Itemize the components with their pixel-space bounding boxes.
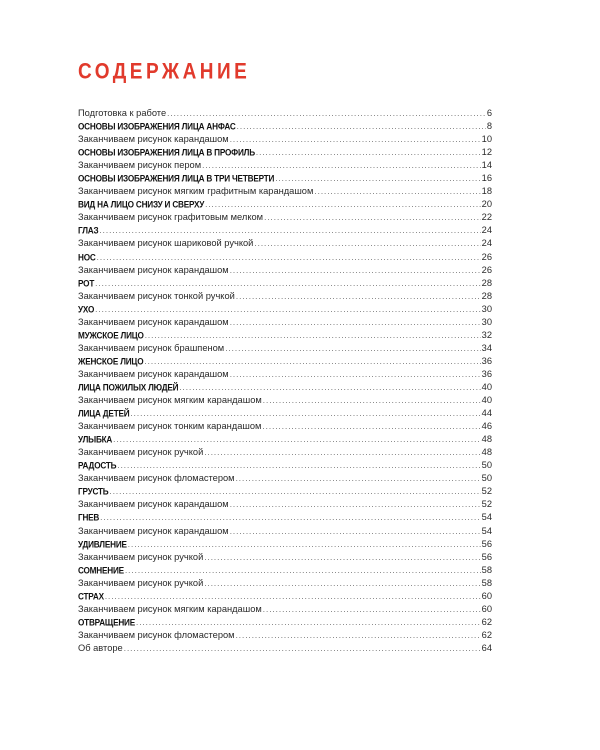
- toc-entry-page-number: 60: [481, 590, 492, 601]
- toc-entry-label: ОСНОВЫ ИЗОБРАЖЕНИЯ ЛИЦА В ПРОФИЛЬ: [78, 147, 255, 158]
- toc-entry-label: Подготовка к работе: [78, 108, 167, 118]
- dot-leader: [237, 120, 486, 133]
- dot-leader: [144, 355, 480, 368]
- dot-leader: [205, 198, 481, 211]
- toc-entry-page-number: 22: [481, 212, 492, 223]
- toc-entry-page-number: 16: [481, 173, 492, 184]
- toc-entry-label: СОМНЕНИЕ: [78, 565, 124, 576]
- toc-entry-label: СТРАХ: [78, 591, 104, 602]
- dot-leader: [130, 407, 480, 420]
- toc-entry-label: Заканчиваем рисунок ручкой: [78, 577, 204, 588]
- page-title: СОДЕРЖАНИЕ: [78, 60, 251, 85]
- dot-leader: [262, 420, 480, 433]
- toc-entry-page-number: 40: [481, 395, 492, 406]
- toc-entry-page-number: 28: [481, 290, 492, 301]
- toc-entry-label: Заканчиваем рисунок ручкой: [78, 447, 204, 458]
- toc-entry-page-number: 62: [481, 629, 492, 640]
- toc-entry-page-number: 12: [481, 147, 492, 158]
- toc-entry-label: ОТВРАЩЕНИЕ: [78, 617, 135, 628]
- toc-entry-label: Заканчиваем рисунок фломастером: [78, 629, 235, 640]
- dot-leader: [254, 237, 480, 250]
- toc-chapter-entry[interactable]: [78, 564, 492, 577]
- toc-entry-label: Заканчиваем рисунок карандашом: [78, 316, 229, 327]
- toc-entry-label: Заканчиваем рисунок карандашом: [78, 368, 229, 379]
- dot-leader: [230, 525, 481, 538]
- toc-entry-label: Заканчиваем рисунок ручкой: [78, 551, 204, 562]
- toc-chapter-entry[interactable]: [78, 459, 492, 472]
- toc-chapter-entry[interactable]: [78, 355, 492, 368]
- toc-entry-page-number: 18: [481, 186, 492, 197]
- toc-entry-page-number: 50: [481, 473, 492, 484]
- toc-entry-page-number: 58: [481, 564, 492, 575]
- toc-entry-page-number: 46: [481, 421, 492, 432]
- dot-leader: [125, 564, 481, 577]
- toc-entry-label: Заканчиваем рисунок мягким графитным карандашом: [78, 186, 314, 197]
- dot-leader: [97, 251, 481, 264]
- toc-chapter-entry[interactable]: [78, 485, 492, 498]
- toc-chapter-entry[interactable]: [78, 433, 492, 446]
- toc-entry-page-number: 64: [481, 642, 492, 653]
- toc-entry-page-number: 20: [481, 199, 492, 210]
- toc-section-entry[interactable]: [78, 577, 492, 590]
- toc-entry-label: УХО: [78, 304, 95, 315]
- toc-entry-label: Заканчиваем рисунок карандашом: [78, 134, 229, 145]
- toc-section-entry[interactable]: [78, 264, 492, 277]
- toc-entry-page-number: 40: [481, 381, 492, 392]
- toc-entry-label: РАДОСТЬ: [78, 460, 117, 471]
- toc-entry-label: РОТ: [78, 278, 95, 289]
- toc-entry-page-number: 60: [481, 603, 492, 614]
- dot-leader: [117, 459, 480, 472]
- toc-entry-label: ВИД НА ЛИЦО СНИЗУ И СВЕРХУ: [78, 199, 205, 210]
- dot-leader: [230, 498, 481, 511]
- toc-chapter-entry[interactable]: [78, 120, 492, 133]
- toc-entry-label: ГЛАЗ: [78, 225, 99, 236]
- toc-entry-page-number: 56: [481, 551, 492, 562]
- toc-section-entry[interactable]: [78, 472, 492, 485]
- dot-leader: [124, 642, 481, 655]
- toc-entry-label: Заканчиваем рисунок карандашом: [78, 499, 229, 510]
- toc-entry-label: Заканчиваем рисунок пером: [78, 160, 202, 171]
- toc-entry-label: Заканчиваем рисунок шариковой ручкой: [78, 238, 254, 249]
- dot-leader: [95, 277, 481, 290]
- toc-entry-label: НОС: [78, 251, 96, 263]
- dot-leader: [275, 172, 480, 185]
- dot-leader: [230, 368, 481, 381]
- toc-entry-label: УЛЫБКА: [78, 434, 113, 445]
- dot-leader: [113, 433, 481, 446]
- dot-leader: [264, 211, 481, 224]
- dot-leader: [128, 538, 481, 551]
- dot-leader: [109, 485, 480, 498]
- toc-section-entry[interactable]: [78, 237, 492, 250]
- dot-leader: [263, 394, 481, 407]
- toc-entry-label: ОСНОВЫ ИЗОБРАЖЕНИЯ ЛИЦА АНФАС: [78, 121, 236, 132]
- toc-section-entry[interactable]: [78, 211, 492, 224]
- toc-entry-label: ГРУСТЬ: [78, 486, 109, 497]
- toc-entry-label: Заканчиваем рисунок мягким карандашом: [78, 603, 262, 614]
- toc-entry-page-number: 36: [481, 355, 492, 366]
- toc-entry-label: Заканчиваем рисунок карандашом: [78, 525, 229, 536]
- toc-entry-page-number: 50: [481, 460, 492, 471]
- toc-entry-label: ЛИЦА ДЕТЕЙ: [78, 408, 130, 419]
- toc-entry-page-number: 10: [481, 134, 492, 145]
- toc-chapter-entry[interactable]: [78, 381, 492, 394]
- dot-leader: [256, 146, 481, 159]
- dot-leader: [236, 290, 481, 303]
- toc-section-entry[interactable]: [78, 107, 492, 120]
- toc-entry-label: ОСНОВЫ ИЗОБРАЖЕНИЯ ЛИЦА В ТРИ ЧЕТВЕРТИ: [78, 173, 275, 184]
- toc-section-entry[interactable]: [78, 316, 492, 329]
- toc-entry-label: Об авторе: [78, 642, 123, 653]
- toc-chapter-entry[interactable]: [78, 198, 492, 211]
- toc-chapter-entry[interactable]: [78, 251, 492, 264]
- toc-entry-page-number: 48: [481, 447, 492, 458]
- toc-entry-page-number: 24: [481, 238, 492, 249]
- dot-leader: [230, 133, 481, 146]
- toc-entry-label: ЛИЦА ПОЖИЛЫХ ЛЮДЕЙ: [78, 382, 179, 393]
- toc-entry-page-number: 34: [481, 342, 492, 353]
- toc-entry-label: Заканчиваем рисунок брашпеном: [78, 342, 225, 353]
- toc-entry-page-number: 8: [486, 121, 492, 132]
- toc-chapter-entry[interactable]: [78, 277, 492, 290]
- toc-entry-page-number: 52: [481, 486, 492, 497]
- toc-entry-page-number: 48: [481, 434, 492, 445]
- dot-leader: [225, 342, 480, 355]
- toc-section-entry[interactable]: [78, 290, 492, 303]
- toc-entry-page-number: 62: [481, 616, 492, 627]
- toc-entry-page-number: 58: [481, 577, 492, 588]
- toc-chapter-entry[interactable]: [78, 224, 492, 237]
- toc-entry-page-number: 24: [481, 225, 492, 236]
- dot-leader: [204, 551, 480, 564]
- toc-entry-label: УДИВЛЕНИЕ: [78, 539, 127, 550]
- toc-entry-label: ЖЕНСКОЕ ЛИЦО: [78, 356, 144, 367]
- toc-chapter-entry[interactable]: [78, 146, 492, 159]
- toc-entry-page-number: 32: [481, 329, 492, 340]
- dot-leader: [230, 264, 481, 277]
- dot-leader: [136, 616, 481, 629]
- toc-chapter-entry[interactable]: [78, 407, 492, 420]
- dot-leader: [314, 185, 480, 198]
- dot-leader: [167, 107, 486, 120]
- toc-entry-label: МУЖСКОЕ ЛИЦО: [78, 330, 144, 341]
- toc-section-entry[interactable]: [78, 368, 492, 381]
- dot-leader: [204, 446, 480, 459]
- toc-entry-page-number: 56: [481, 538, 492, 549]
- toc-entry-label: ГНЕВ: [78, 512, 100, 523]
- toc-entry-page-number: 54: [481, 525, 492, 536]
- toc-section-entry[interactable]: [78, 629, 492, 642]
- toc-section-entry[interactable]: [78, 525, 492, 538]
- toc-entry-label: Заканчиваем рисунок тонким карандашом: [78, 421, 262, 432]
- toc-chapter-entry[interactable]: [78, 303, 492, 316]
- toc-entry-page-number: 54: [481, 512, 492, 523]
- toc-section-entry[interactable]: [78, 551, 492, 564]
- dot-leader: [263, 603, 481, 616]
- toc-chapter-entry[interactable]: [78, 590, 492, 603]
- toc-section-entry[interactable]: [78, 446, 492, 459]
- toc-entry-page-number: 14: [481, 160, 492, 171]
- dot-leader: [100, 511, 481, 524]
- toc-section-entry[interactable]: [78, 603, 492, 616]
- dot-leader: [105, 590, 481, 603]
- table-of-contents: [78, 107, 492, 655]
- toc-section-entry[interactable]: [78, 342, 492, 355]
- toc-entry-label: Заканчиваем рисунок карандашом: [78, 264, 229, 275]
- toc-section-entry[interactable]: [78, 394, 492, 407]
- toc-entry-label: Заканчиваем рисунок графитовым мелком: [78, 212, 264, 223]
- toc-entry-label: Заканчиваем рисунок фломастером: [78, 473, 235, 484]
- toc-section-entry[interactable]: [78, 642, 492, 655]
- dot-leader: [95, 303, 481, 316]
- toc-chapter-entry[interactable]: [78, 172, 492, 185]
- toc-entry-page-number: 44: [481, 408, 492, 419]
- toc-entry-page-number: 52: [481, 499, 492, 510]
- toc-entry-label: Заканчиваем рисунок тонкой ручкой: [78, 290, 235, 301]
- toc-chapter-entry[interactable]: [78, 538, 492, 551]
- dot-leader: [236, 472, 481, 485]
- toc-entry-label: Заканчиваем рисунок мягким карандашом: [78, 395, 262, 406]
- toc-chapter-entry[interactable]: [78, 616, 492, 629]
- toc-entry-page-number: 28: [481, 277, 492, 288]
- toc-section-entry[interactable]: [78, 133, 492, 146]
- dot-leader: [230, 316, 481, 329]
- dot-leader: [145, 329, 481, 342]
- toc-entry-page-number: 30: [481, 316, 492, 327]
- dot-leader: [179, 381, 480, 394]
- toc-section-entry[interactable]: [78, 420, 492, 433]
- toc-entry-page-number: 30: [481, 303, 492, 314]
- toc-section-entry[interactable]: [78, 498, 492, 511]
- dot-leader: [204, 577, 480, 590]
- dot-leader: [99, 224, 480, 237]
- toc-entry-page-number: 26: [481, 251, 492, 262]
- toc-chapter-entry[interactable]: [78, 329, 492, 342]
- toc-entry-page-number: 26: [481, 264, 492, 275]
- dot-leader: [236, 629, 481, 642]
- toc-entry-page-number: 36: [481, 368, 492, 379]
- toc-chapter-entry[interactable]: [78, 511, 492, 524]
- toc-entry-page-number: 6: [486, 108, 492, 118]
